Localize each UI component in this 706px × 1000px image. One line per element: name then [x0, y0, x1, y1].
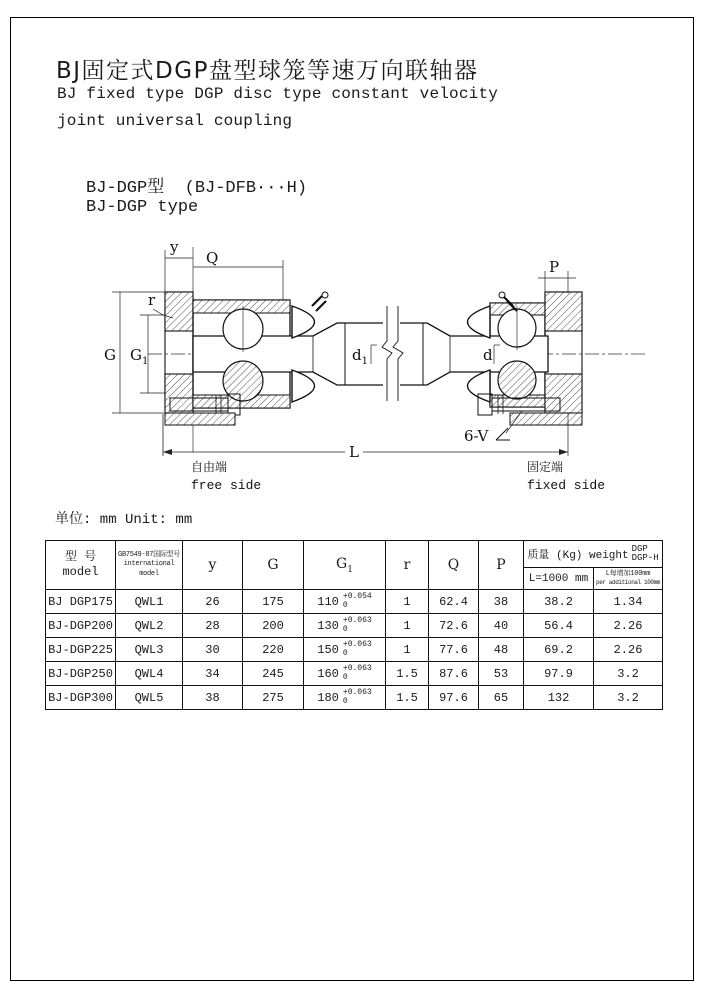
cell-y: 26 — [183, 590, 243, 614]
cell-weight-add: 3.2 — [594, 662, 663, 686]
cell-y: 28 — [183, 614, 243, 638]
cell-G1: 130 +0.063 0 — [304, 614, 386, 638]
col-header-r: r — [386, 541, 429, 590]
model-subtitle-chinese: BJ-DGP型 (BJ-DFB···H) — [86, 179, 308, 198]
cell-y: 34 — [183, 662, 243, 686]
cell-model: BJ-DGP225 — [46, 638, 116, 662]
cell-r: 1 — [386, 590, 429, 614]
page-title-chinese: BJ固定式DGP盘型球笼等速万向联轴器 — [56, 58, 479, 84]
left-grease-fitting-icon — [312, 292, 328, 311]
dim-label-d1: $d_1$ — [352, 346, 368, 367]
col-header-G1: $G_1$ — [304, 541, 386, 590]
dim-label-r: r — [148, 291, 156, 309]
cell-P: 38 — [479, 590, 524, 614]
free-side-label-en: free side — [191, 478, 262, 493]
dim-label-y: y — [170, 238, 179, 256]
col-header-weight-L1000: L=1000 mm — [524, 568, 594, 590]
model-subtitle-english: BJ-DGP type — [86, 198, 199, 217]
cell-model: BJ-DGP200 — [46, 614, 116, 638]
cell-weight-1000: 38.2 — [524, 590, 594, 614]
page-title-english-line2: joint universal coupling — [57, 112, 293, 130]
cell-P: 40 — [479, 614, 524, 638]
bolt-count-note: 6-V — [464, 427, 489, 445]
col-header-Q: Q — [429, 541, 479, 590]
cell-r: 1.5 — [386, 686, 429, 710]
col-header-model: 型 号 model — [46, 541, 116, 590]
dim-label-Q: Q — [206, 249, 219, 267]
cell-r: 1 — [386, 638, 429, 662]
cell-intl: QWL3 — [116, 638, 183, 662]
fixed-side-label-en: fixed side — [527, 478, 606, 493]
cell-G: 275 — [243, 686, 304, 710]
cell-weight-add: 1.34 — [594, 590, 663, 614]
cell-weight-1000: 132 — [524, 686, 594, 710]
unit-note: 单位: mm Unit: mm — [55, 512, 193, 528]
table-row — [46, 686, 663, 710]
cell-G1: 150 +0.063 0 — [304, 638, 386, 662]
left-flange — [165, 292, 193, 413]
cell-G1: 180 +0.063 0 — [304, 686, 386, 710]
technical-drawing — [0, 233, 706, 518]
dim-label-d: d — [483, 346, 493, 364]
col-header-G: G — [243, 541, 304, 590]
cell-Q: 97.6 — [429, 686, 479, 710]
cell-Q: 62.4 — [429, 590, 479, 614]
dim-label-L: L — [349, 443, 359, 461]
cell-intl: QWL5 — [116, 686, 183, 710]
cell-G: 175 — [243, 590, 304, 614]
cell-G: 245 — [243, 662, 304, 686]
table-row — [46, 662, 663, 686]
col-header-international-model: GB7549-87国际型号 international model — [116, 541, 183, 590]
cell-G1: 160 +0.063 0 — [304, 662, 386, 686]
cell-weight-1000: 97.9 — [524, 662, 594, 686]
cell-weight-1000: 69.2 — [524, 638, 594, 662]
table-row — [46, 638, 663, 662]
col-header-P: P — [479, 541, 524, 590]
fixed-side-label-cn: 固定端 — [527, 460, 564, 474]
cell-Q: 87.6 — [429, 662, 479, 686]
spec-table — [45, 540, 663, 710]
cell-weight-add: 2.26 — [594, 614, 663, 638]
cell-Q: 77.6 — [429, 638, 479, 662]
cell-intl: QWL2 — [116, 614, 183, 638]
cell-intl: QWL1 — [116, 590, 183, 614]
dim-label-P: P — [549, 258, 560, 276]
cell-model: BJ-DGP300 — [46, 686, 116, 710]
cell-G: 220 — [243, 638, 304, 662]
col-header-weight-per-additional: L每增加100mm per additional 100mm — [594, 568, 663, 590]
right-flange — [545, 292, 582, 413]
cell-model: BJ DGP175 — [46, 590, 116, 614]
cell-G1: 110 +0.054 0 — [304, 590, 386, 614]
tube-break-symbol — [382, 306, 403, 401]
cell-y: 38 — [183, 686, 243, 710]
page-title-english-line1: BJ fixed type DGP disc type constant velocity — [57, 85, 499, 103]
cell-r: 1 — [386, 614, 429, 638]
cell-r: 1.5 — [386, 662, 429, 686]
cell-P: 65 — [479, 686, 524, 710]
cell-P: 53 — [479, 662, 524, 686]
cell-model: BJ-DGP250 — [46, 662, 116, 686]
cell-weight-1000: 56.4 — [524, 614, 594, 638]
dim-label-G: G — [104, 346, 116, 364]
col-header-weight: 质量 (Kg) weight DGP DGP-H — [524, 541, 663, 568]
free-side-label-cn: 自由端 — [191, 460, 228, 474]
col-header-y: y — [183, 541, 243, 590]
dim-y — [165, 250, 193, 292]
cell-Q: 72.6 — [429, 614, 479, 638]
cell-y: 30 — [183, 638, 243, 662]
cell-P: 48 — [479, 638, 524, 662]
table-row — [46, 590, 663, 614]
cell-intl: QWL4 — [116, 662, 183, 686]
dim-label-G1: $G_1$ — [130, 346, 149, 367]
cell-G: 200 — [243, 614, 304, 638]
cell-weight-add: 2.26 — [594, 638, 663, 662]
cell-weight-add: 3.2 — [594, 686, 663, 710]
table-row — [46, 614, 663, 638]
